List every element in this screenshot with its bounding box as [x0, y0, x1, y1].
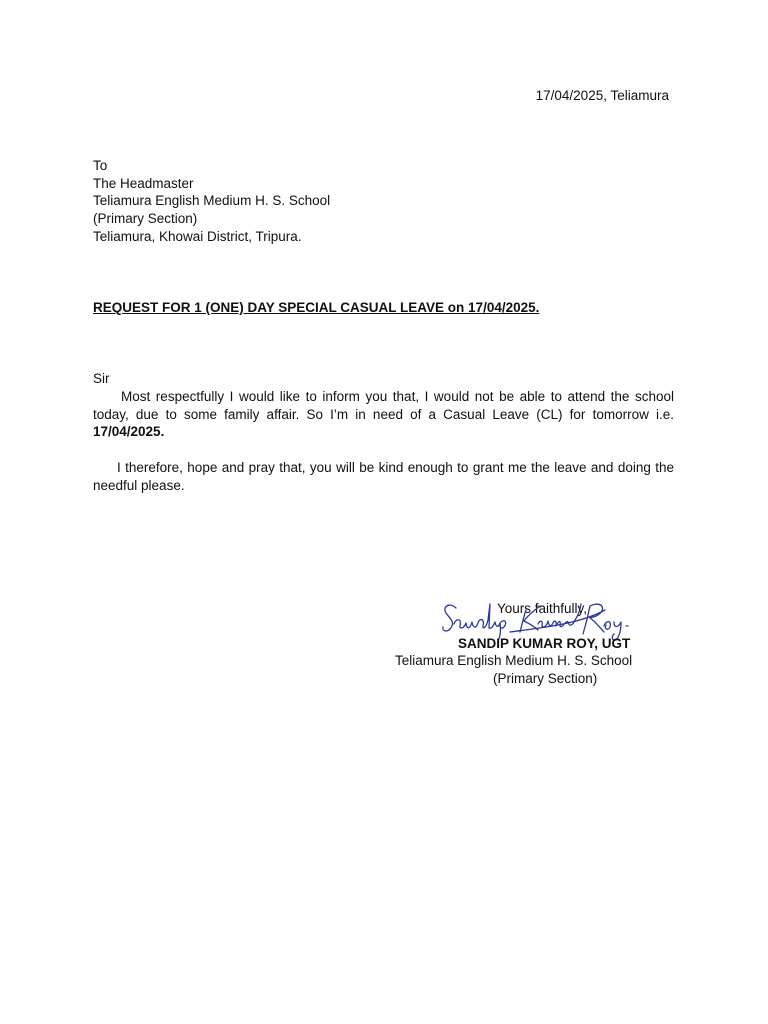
recipient-section: (Primary Section): [93, 211, 198, 227]
paragraph-1-date: 17/04/2025.: [93, 424, 165, 440]
recipient-to: To: [93, 158, 108, 173]
closing: Yours faithfully,: [497, 601, 588, 616]
recipient-address: [93, 157, 330, 246]
body-paragraph-1: [93, 388, 674, 441]
paragraph-2-text: I therefore, hope and pray that, you will be kind enough to grant me the leave and doing the needful please.: [93, 460, 674, 493]
recipient-school: Teliamura English Medium H. S. School: [93, 193, 331, 209]
salutation: Sir: [93, 371, 110, 386]
sender-section: (Primary Section): [493, 671, 598, 686]
date-place: 17/04/2025, Teliamura: [535, 88, 669, 103]
sender-school: Teliamura English Medium H. S. School: [395, 653, 633, 668]
sender-name: SANDIP KUMAR ROY, UGT: [458, 636, 631, 651]
paragraph-1-text: Most respectfully I would like to inform you that, I would not be able to attend the school today, due to some family affair. So I’m in need of a Casual Leave (CL) for tomorrow i.e.: [93, 389, 674, 422]
recipient-designation: The Headmaster: [93, 175, 194, 191]
body-paragraph-2: [93, 459, 674, 494]
letter-subject: REQUEST FOR 1 (ONE) DAY SPECIAL CASUAL LEAVE on 17/04/2025.: [93, 300, 540, 315]
recipient-location: Teliamura, Khowai District, Tripura.: [93, 228, 302, 244]
